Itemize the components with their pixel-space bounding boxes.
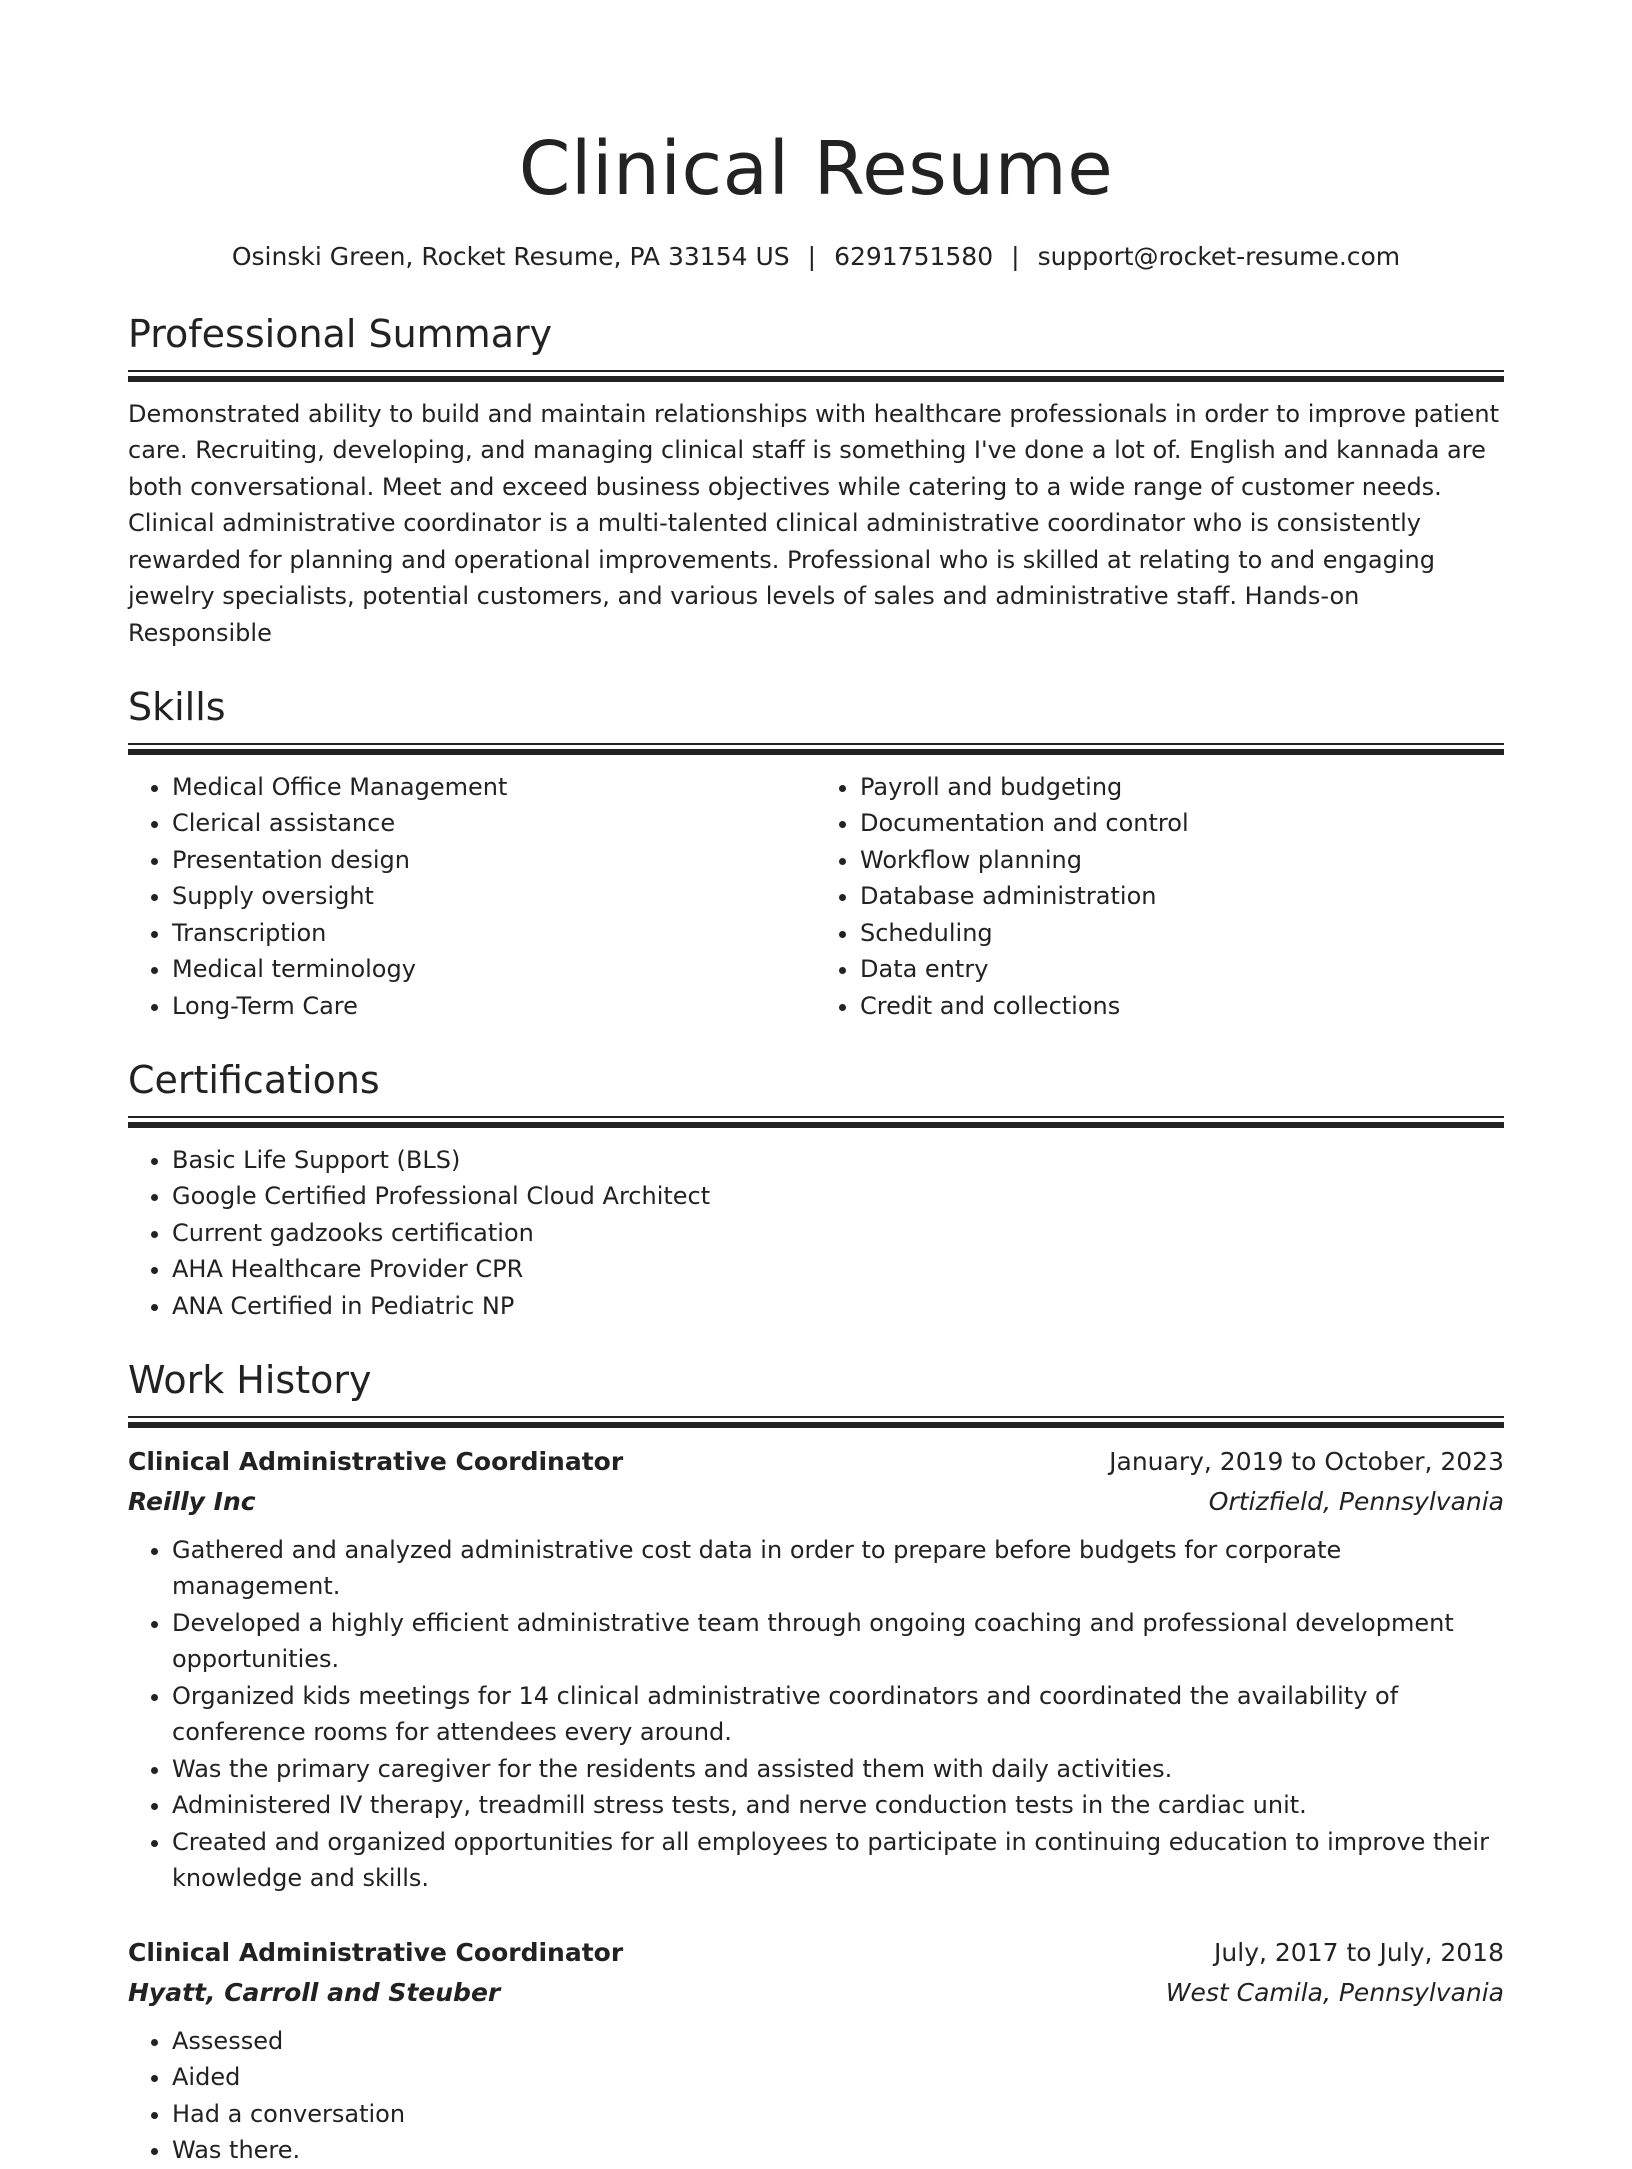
contact-address: Osinski Green, Rocket Resume, PA 33154 US (231, 242, 790, 271)
job-bullets (128, 2023, 1504, 2169)
job-company: Hyatt, Carroll and Steuber (128, 1977, 501, 2007)
job-bullet: • Had a conversation (172, 2096, 1504, 2133)
skill-item: • Documentation and control (860, 805, 1504, 842)
job-bullet: • Administered IV therapy, treadmill stress tests, and nerve conduction tests in the cardiac unit. (172, 1787, 1504, 1824)
skills-list-left (128, 769, 816, 1025)
skill-item: • Presentation design (172, 842, 816, 879)
skill-item: • Workflow planning (860, 842, 1504, 879)
job-title: Clinical Administrative Coordinator (128, 1937, 624, 1967)
certification-item: • Google Certified Professional Cloud Architect (172, 1178, 1504, 1215)
job-bullet: • Organized kids meetings for 14 clinical administrative coordinators and coordinated the availability of conference rooms for attendees every around. (172, 1678, 1504, 1751)
section-title: Professional Summary (128, 312, 553, 356)
section-divider (128, 1116, 1504, 1128)
job-bullets (128, 1532, 1504, 1897)
certification-item: • ANA Certified in Pediatric NP (172, 1288, 1504, 1325)
contact-separator: | (1011, 242, 1020, 271)
contact-phone: 6291751580 (834, 242, 994, 271)
job-dates: January, 2019 to October, 2023 (1109, 1446, 1504, 1476)
section-title: Certifications (128, 1058, 380, 1103)
job-location: Ortizfield, Pennsylvania (1208, 1486, 1504, 1516)
skill-item: • Medical terminology (172, 951, 816, 988)
section-certifications (128, 1058, 1504, 1324)
job-bullet: • Was the primary caregiver for the residents and assisted them with daily activities. (172, 1751, 1504, 1788)
section-title: Skills (128, 685, 226, 730)
job-company-row (128, 1973, 1504, 2013)
skill-item: • Data entry (860, 951, 1504, 988)
job-location: West Camila, Pennsylvania (1165, 1977, 1504, 2007)
skill-item: • Transcription (172, 915, 816, 952)
certifications-list (128, 1142, 1504, 1325)
job-bullet: • Gathered and analyzed administrative cost data in order to prepare before budgets for corporate management. (172, 1532, 1504, 1605)
job-dates: July, 2017 to July, 2018 (1214, 1937, 1504, 1967)
section-professional-summary (128, 312, 1504, 651)
certification-item: • Basic Life Support (BLS) (172, 1142, 1504, 1179)
section-divider (128, 1416, 1504, 1428)
section-work-history (128, 1358, 1504, 2169)
skill-item: • Scheduling (860, 915, 1504, 952)
section-skills (128, 685, 1504, 1024)
resume-name: Clinical Resume (518, 126, 1114, 212)
skill-item: • Database administration (860, 878, 1504, 915)
job-bullet: • Created and organized opportunities for all employees to participate in continuing education to improve their knowledge and skills. (172, 1824, 1504, 1897)
summary-text: Demonstrated ability to build and maintain relationships with healthcare professionals in order to improve patient care. Recruiting, developing, and managing clinical staff is something I've done a lot of. English and kannada are both conversational. Meet and exceed business objectives while catering to a wide range of customer needs. Clinical administrative coordinator is a multi-talented clinical administrative coordinator who is consistently rewarded for planning and operational improvements. Professional who is skilled at relating to and engaging jewelry specialists, potential customers, and various levels of sales and administrative staff. Hands-on Responsible (128, 399, 1500, 647)
contact-email: support@rocket-resume.com (1037, 242, 1401, 271)
job-bullet: • Assessed (172, 2023, 1504, 2060)
certification-item: • AHA Healthcare Provider CPR (172, 1251, 1504, 1288)
skill-item: • Payroll and budgeting (860, 769, 1504, 806)
job-entry (128, 1442, 1504, 1897)
job-header-row (128, 1442, 1504, 1482)
contact-line (128, 242, 1504, 272)
section-divider (128, 370, 1504, 382)
certification-item: • Current gadzooks certification (172, 1215, 1504, 1252)
section-title: Work History (128, 1358, 372, 1403)
skills-list-right (816, 769, 1504, 1025)
job-company-row (128, 1482, 1504, 1522)
contact-separator: | (807, 242, 817, 271)
section-divider (128, 743, 1504, 755)
skill-item: • Long-Term Care (172, 988, 816, 1025)
job-entry (128, 1933, 1504, 2169)
skill-item: • Clerical assistance (172, 805, 816, 842)
job-header-row (128, 1933, 1504, 1973)
skill-item: • Medical Office Management (172, 769, 816, 806)
skill-item: • Supply oversight (172, 878, 816, 915)
job-company: Reilly Inc (128, 1486, 256, 1516)
skill-item: • Credit and collections (860, 988, 1504, 1025)
job-bullet: • Was there. (172, 2132, 1504, 2169)
job-bullet: • Developed a highly efficient administrative team through ongoing coaching and professional development opportunities. (172, 1605, 1504, 1678)
job-bullet: • Aided (172, 2059, 1504, 2096)
skills-grid (128, 769, 1504, 1025)
job-title: Clinical Administrative Coordinator (128, 1446, 624, 1476)
